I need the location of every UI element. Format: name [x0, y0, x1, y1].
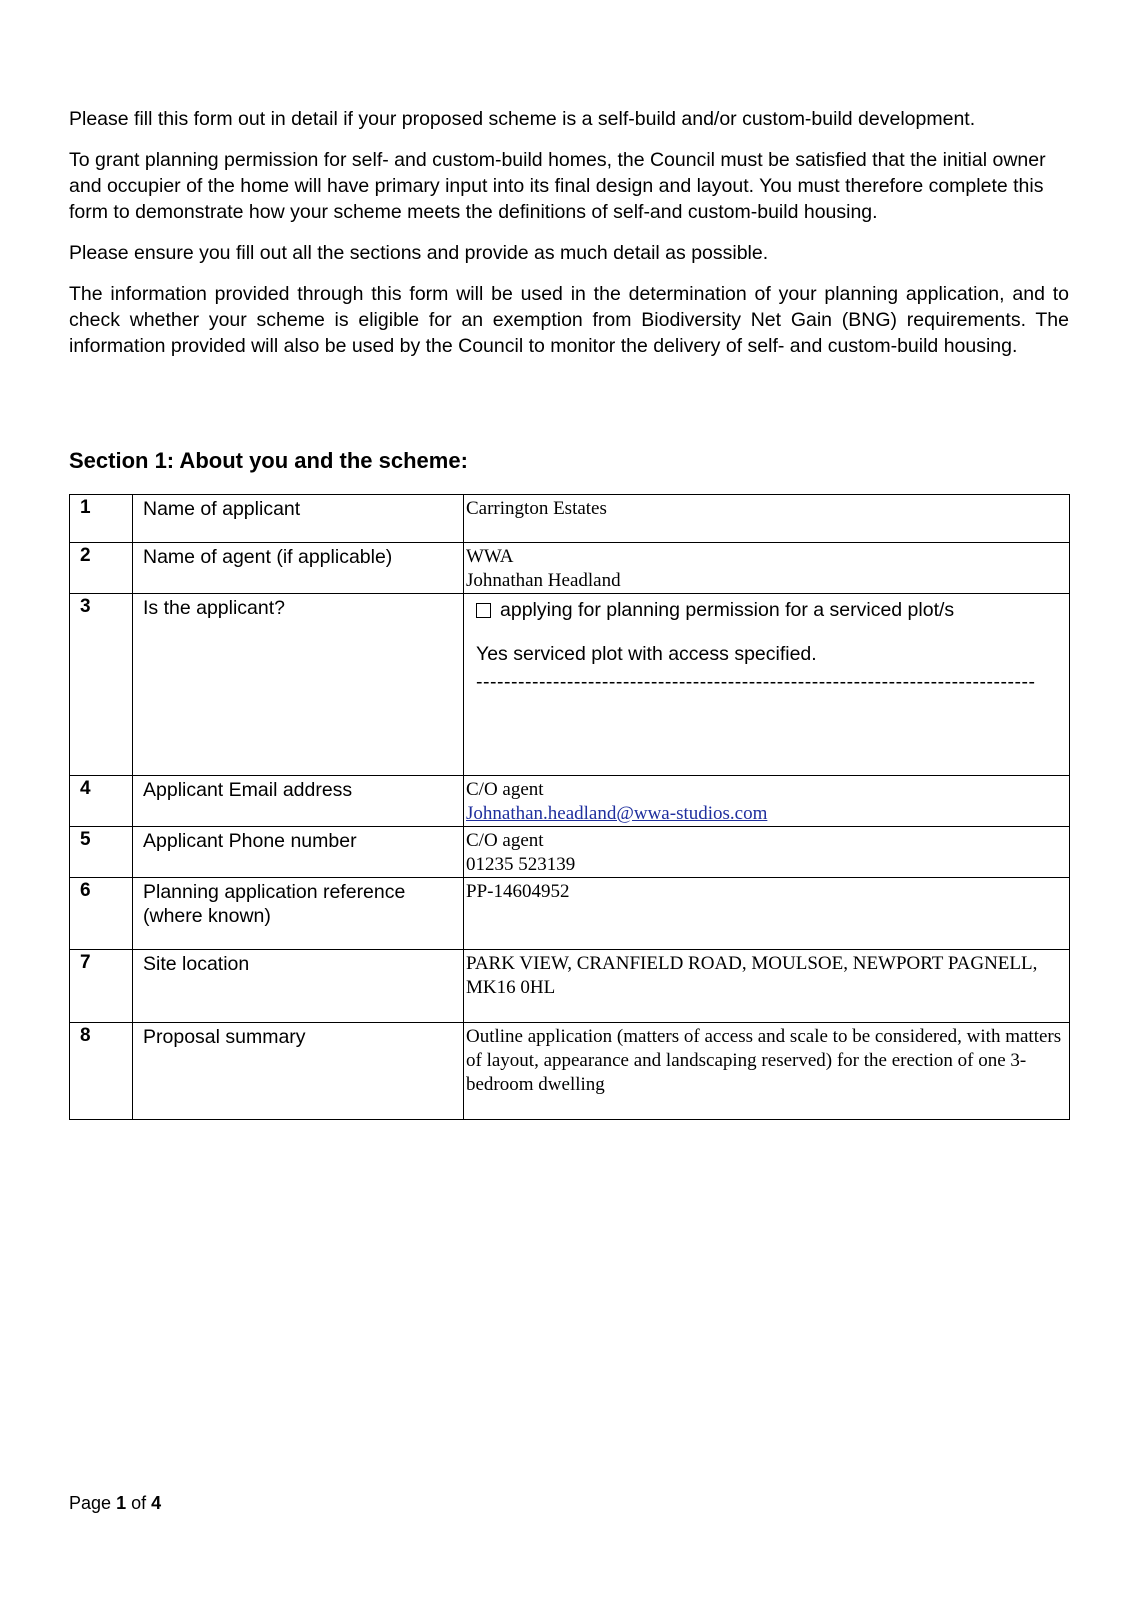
row-label: Proposal summary [133, 1023, 464, 1120]
table-row [70, 1023, 1070, 1120]
phone-care-of: C/O agent [466, 830, 544, 851]
row-label: Name of applicant [133, 495, 464, 543]
serviced-plot-option-label: applying for planning permission for a serviced plot/s [500, 599, 955, 621]
table-row [70, 594, 1070, 776]
row-number: 4 [70, 776, 133, 827]
intro-paragraph-4: The information provided through this form will be used in the determination of your planning application, and to check whether your scheme is eligible for an exemption from Biodiversity Net Gain (BNG) requirements. The information provided will also be used by the Council to monitor the delivery of self- and custom-build housing. [69, 283, 1069, 357]
row-label: Applicant Phone number [133, 827, 464, 878]
of-label: of [131, 1493, 147, 1513]
table-row [70, 776, 1070, 827]
serviced-plot-option[interactable] [476, 598, 1059, 622]
email-link[interactable]: Johnathan.headland@wwa-studios.com [466, 803, 768, 824]
checkbox-icon[interactable] [476, 603, 491, 618]
proposal-summary-value: Outline application (matters of access and scale to be considered, with matters of layout, appearance and landscaping reserved) for the erection of one 3-bedroom dwelling [464, 1023, 1070, 1120]
current-page-number: 1 [116, 1493, 127, 1513]
section-1-table [69, 494, 1070, 1120]
row-label: Site location [133, 950, 464, 1023]
page-label: Page [69, 1493, 112, 1513]
applicant-name-value: Carrington Estates [464, 495, 1070, 543]
row-number: 6 [70, 878, 133, 950]
agent-company: WWA [466, 546, 514, 567]
section-1-title: Section 1: About you and the scheme: [69, 448, 468, 473]
applicant-type-value [464, 594, 1070, 776]
table-row [70, 543, 1070, 594]
row-label: Name of agent (if applicable) [133, 543, 464, 594]
table-row [70, 495, 1070, 543]
agent-name-value [464, 543, 1070, 594]
application-reference-value: PP-14604952 [464, 878, 1070, 950]
intro-paragraph-1: Please fill this form out in detail if your proposed scheme is a self-build and/or custom-build development. [69, 108, 976, 130]
row-number: 5 [70, 827, 133, 878]
email-care-of: C/O agent [466, 779, 544, 800]
row-number: 2 [70, 543, 133, 594]
row-label: Planning application reference (where known) [133, 878, 464, 950]
phone-value [464, 827, 1070, 878]
email-value [464, 776, 1070, 827]
row-number: 3 [70, 594, 133, 776]
table-row [70, 878, 1070, 950]
row-label: Is the applicant? [133, 594, 464, 776]
site-location-value: PARK VIEW, CRANFIELD ROAD, MOULSOE, NEWPORT PAGNELL, MK16 0HL [464, 950, 1070, 1023]
applicant-type-answer: Yes serviced plot with access specified. [476, 643, 817, 665]
intro-paragraph-3: Please ensure you fill out all the sections and provide as much detail as possible. [69, 242, 769, 264]
intro-paragraph-2: To grant planning permission for self- and custom-build homes, the Council must be satisfied that the initial owner and occupier of the home will have primary input into its final design and layout. You must therefore complete this form to demonstrate how your scheme meets the definitions of self-and custom-build housing. [69, 149, 1046, 223]
row-number: 7 [70, 950, 133, 1023]
row-number: 8 [70, 1023, 133, 1120]
table-row [70, 950, 1070, 1023]
total-pages-number: 4 [151, 1493, 162, 1513]
row-number: 1 [70, 495, 133, 543]
table-row [70, 827, 1070, 878]
intro-text [69, 106, 1069, 374]
page-footer [69, 1493, 161, 1514]
row-label: Applicant Email address [133, 776, 464, 827]
dashed-separator: -------------------------------------------------------------------------------- [476, 671, 1036, 693]
agent-person: Johnathan Headland [466, 570, 621, 591]
phone-number: 01235 523139 [466, 854, 576, 875]
